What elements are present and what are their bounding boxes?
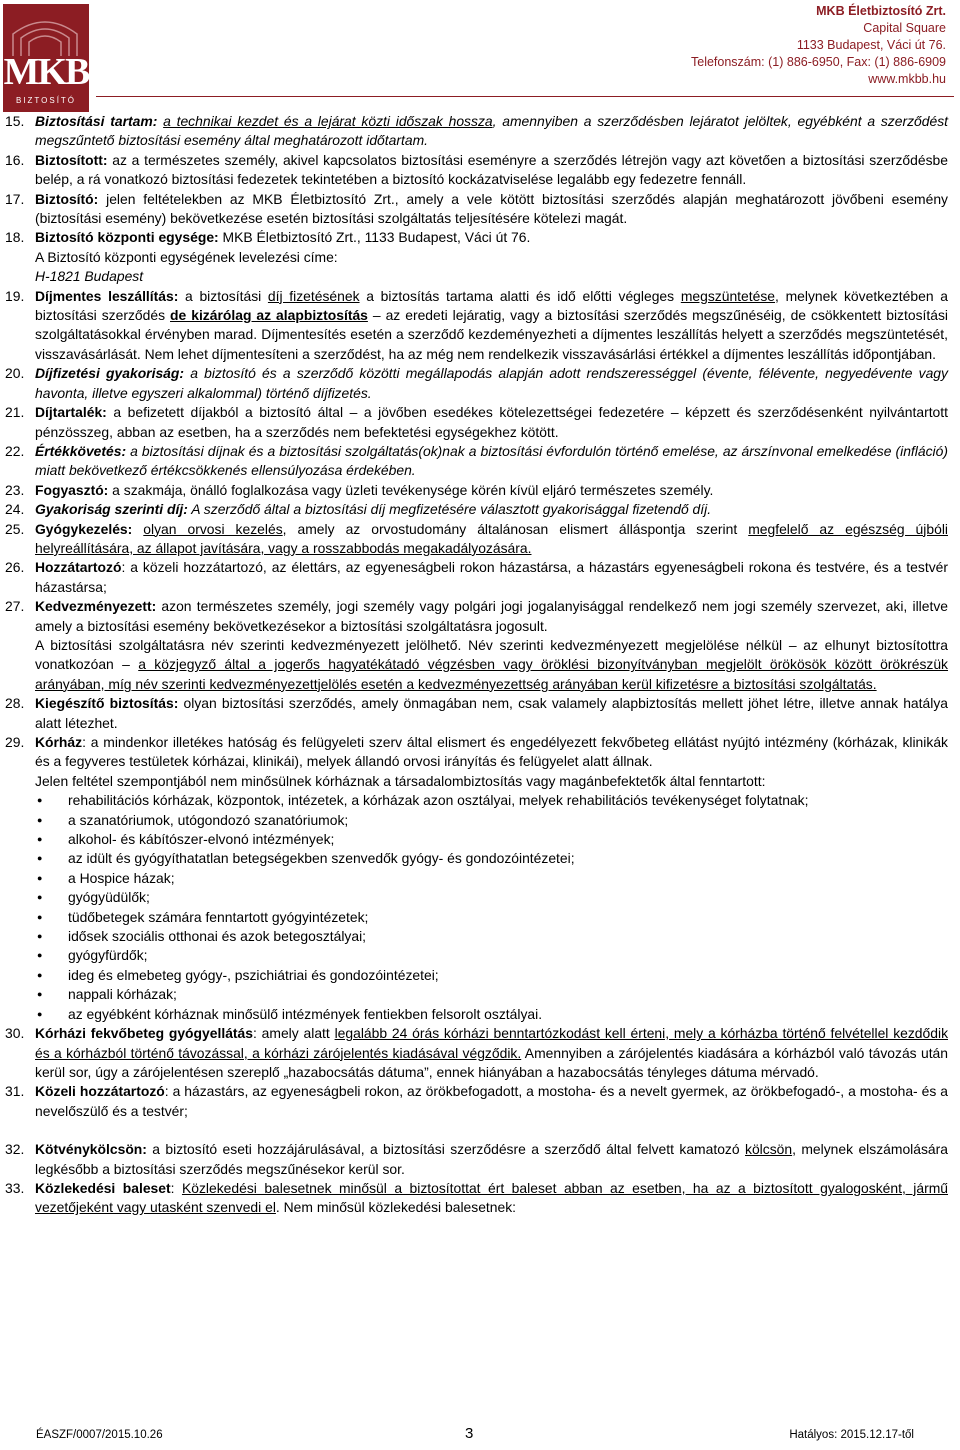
item-paragraph bbox=[35, 151, 948, 190]
list-item: ● gyógyfürdők; bbox=[35, 946, 948, 965]
definition-text: A szerződő által a biztosítási díj megfizetésére választott gyakorisággal fizetendő díj. bbox=[187, 501, 712, 518]
exclusion-list bbox=[35, 791, 948, 1024]
term-text: Biztosító központi egysége: bbox=[35, 229, 219, 246]
item-number: 23. bbox=[5, 481, 25, 498]
definition-item bbox=[0, 1179, 960, 1218]
contact-block bbox=[691, 3, 946, 88]
term-text: Gyakoriság szerinti díj: bbox=[35, 501, 188, 518]
item-paragraph bbox=[35, 287, 948, 365]
page-footer bbox=[0, 1425, 960, 1447]
item-number: 24. bbox=[5, 501, 25, 518]
term-text: Hozzátartozó bbox=[35, 559, 122, 576]
definition-item bbox=[0, 228, 960, 286]
term-text: Díjmentes leszállítás: bbox=[35, 287, 179, 304]
definition-text: MKB Életbiztosító Zrt. bbox=[218, 229, 357, 246]
item-number: 17. bbox=[5, 190, 25, 207]
definition-text: a biztosító eseti hozzájárulásával, a biztosítási szerződésre a szerződő által felvett kamatozó bbox=[146, 1141, 745, 1158]
definition-text: Amennyiben a zárójelentés kiadására a kórházból való távozás után kerül sor, úgy a zárójelentésen szereplő „hazabocsátás dátuma”, ennek hiányában a hazabocsátás tényleges dátuma mérvadó. bbox=[35, 1044, 948, 1080]
item-number: 27. bbox=[5, 598, 25, 615]
header-divider bbox=[96, 96, 954, 97]
definition-item bbox=[0, 151, 960, 190]
definition-item bbox=[0, 481, 960, 500]
term-text: Kórház bbox=[35, 734, 83, 750]
definition-item bbox=[0, 364, 960, 403]
definition-text: a biztosítási bbox=[178, 287, 268, 304]
definition-text: megfelelő az egészség újbóli helyreállítására, az állapot javítására, vagy a rosszabbodás megakadályozására. bbox=[35, 520, 948, 556]
item-number: 28. bbox=[5, 695, 25, 712]
item-paragraph bbox=[35, 558, 948, 597]
definition-text: – az eredeti lejáratig, vagy a biztosítási szerződés megszűnéséig, de csökkentett biztosítási szolgáltatásokkal érvényben marad. Díjmentesítés esetén a szerződő kezdeményezheti a díjmentes leszállítás helyett a szerződés megszüntetését, visszavásárlását. Nem lehet díjmentesíteni a szerződést, ha az még nem rendelkezik visszavásárlási értékkel a díjmentes leszállítás időpontjában. bbox=[35, 307, 948, 362]
list-item: ● nappali kórházak; bbox=[35, 985, 948, 1004]
definition-text: a technikai kezdet és a lejárat közti időszak hossza bbox=[163, 113, 493, 129]
definition-text: kölcsön bbox=[745, 1141, 793, 1158]
definition-item bbox=[0, 520, 960, 559]
item-number: 22. bbox=[5, 442, 25, 459]
item-paragraph bbox=[35, 597, 948, 636]
definition-item bbox=[0, 1024, 960, 1082]
page-number: 3 bbox=[465, 1425, 474, 1442]
definition-text: olyan orvosi kezelés bbox=[143, 520, 283, 537]
definition-text: a befizetett díjakból a biztosító által – a jövőben esedékes kötelezettségei fedezetére – képzett és szerződésenként nyilvántartott pénzösszeg, abban az esetben, ha a szerződés nem befektetési egységekhez kötött. bbox=[35, 404, 948, 440]
definition-text: a szakmája, önálló foglalkozása vagy üzleti tevékenysége körén kívül eljáró természetes személy. bbox=[108, 481, 714, 498]
definition-item bbox=[0, 112, 960, 151]
definition-text: A biztosítási szolgáltatásra név szerinti kedvezményezett jelölhető. Név szerinti kedvezményezett megjelölése nélkül – az elhunyt biztosítottra vonatkozóan – bbox=[35, 636, 948, 673]
definition-text: A Biztosító központi egységének levelezési címe: bbox=[35, 248, 338, 265]
definition-item bbox=[0, 442, 960, 481]
definition-text: a biztosítás tartama alatti és idő előtti végleges bbox=[359, 287, 681, 304]
item-paragraph bbox=[35, 1179, 948, 1218]
item-paragraph bbox=[35, 267, 948, 286]
term-text: Biztosítási tartam: bbox=[35, 113, 158, 129]
definition-text: a közjegyző által a jogerős hagyatékátadó végzésben vagy öröklési bizonyítványban megjelölt örökösök között örökrészük arányában, míg név szerinti kedvezményezettjelölés esetén a kedvezményezettség arányában kerül kifizetésre a biztosítási szolgáltatás. bbox=[35, 656, 949, 692]
definition-text: : amely alatt bbox=[253, 1025, 335, 1042]
item-paragraph bbox=[35, 1024, 948, 1082]
item-paragraph bbox=[35, 112, 948, 151]
definition-item bbox=[0, 558, 960, 597]
item-paragraph bbox=[35, 772, 948, 791]
item-number: 32. bbox=[5, 1141, 25, 1158]
definition-item bbox=[0, 190, 960, 229]
term-text: Kedvezményezett: bbox=[35, 598, 157, 615]
term-text: Kötvénykölcsön: bbox=[35, 1141, 147, 1158]
item-paragraph bbox=[35, 1082, 948, 1121]
definition-item bbox=[0, 403, 960, 442]
item-number: 16. bbox=[5, 151, 25, 168]
term-text: Kiegészítő biztosítás: bbox=[35, 695, 179, 712]
item-paragraph bbox=[35, 228, 948, 247]
item-number: 26. bbox=[5, 559, 25, 576]
definition-text: olyan biztosítási szerződés, amely önmagában nem, csak valamely alapbiztosítás mellett jöhet létre, illetve annak hatálya alatt létezhet. bbox=[35, 695, 948, 731]
list-item: ● alkohol- és kábítószer-elvonó intézmények; bbox=[35, 830, 948, 849]
definition-text: azon természetes személy, jogi személy vagy polgári jogi jogalanyisággal rendelkező nem jogi személy szervezet, aki, illetve amely a biztosítási esemény bekövetkezésekor a biztosítási szolgáltatásra jogosult. bbox=[35, 598, 948, 634]
list-item: ● az egyébként kórháznak minősülő intézmények fentiekben felsorolt osztályai. bbox=[35, 1005, 948, 1024]
definition-text: legalább 24 órás kórházi benntartózkodást kell érteni, mely a kórházba történő felvétellel kezdődik és a kórházból történő távozással, a kórházi zárójelentés kiadásával végződik. bbox=[35, 1025, 949, 1061]
list-item: ● az idült és gyógyíthatatlan betegségekben szenvedők gyógy- és gondozóintézetei; bbox=[35, 849, 948, 868]
list-item: ● idősek szociális otthonai és azok betegosztályai; bbox=[35, 927, 948, 946]
item-number: 20. bbox=[5, 365, 25, 382]
term-text: Kórházi fekvőbeteg gyógyellátás bbox=[35, 1025, 254, 1042]
page-header bbox=[0, 0, 960, 120]
definition-text: , amely az orvostudomány általánosan elismert álláspontja szerint bbox=[282, 520, 749, 537]
list-item: ● gyógyüdülők; bbox=[35, 888, 948, 907]
item-paragraph bbox=[35, 694, 948, 733]
item-paragraph bbox=[35, 481, 948, 500]
definition-text: díj fizetésének bbox=[267, 287, 360, 304]
website-link[interactable]: www.mkbb.hu bbox=[868, 72, 946, 86]
list-item: ● rehabilitációs kórházak, központok, intézetek, a kórházak azon osztályai, melyek rehabilitációs tevékenységet folytatnak; bbox=[35, 791, 948, 810]
item-paragraph bbox=[35, 248, 948, 267]
logo-subtitle: BIZTOSÍTÓ bbox=[15, 96, 77, 105]
definition-text: megszüntetése bbox=[680, 287, 776, 304]
item-number: 29. bbox=[5, 734, 25, 750]
definition-text: : a közeli hozzátartozó, az élettárs, az egyeneságbeli rokon házastársa, a házastárs egyeneságbeli rokona és testvére, és a testvér házastársa; bbox=[35, 559, 948, 595]
item-paragraph bbox=[35, 442, 948, 481]
spacer bbox=[0, 1121, 960, 1140]
definition-item bbox=[0, 694, 960, 733]
definition-item bbox=[0, 500, 960, 519]
definition-text bbox=[132, 521, 143, 537]
definition-text: az a természetes személy, akivel kapcsolatos biztosítási eseményre a szerződés létrejön vagy azt követően a biztosítási szerződésbe belép, a rá vonatkozó biztosítási fedezetek tekintetében a biztosító kockázatviselése legalább egy fedezetre fennáll. bbox=[35, 151, 948, 188]
item-number: 21. bbox=[5, 404, 25, 421]
phone-fax: Telefonszám: (1) 886-6950, Fax: (1) 886-6909 bbox=[691, 55, 946, 69]
term-text: Gyógykezelés: bbox=[35, 520, 133, 537]
list-item: ● a szanatóriumok, utógondozó szanatóriumok; bbox=[35, 811, 948, 830]
effective-date: Hatályos: 2015.12.17-től bbox=[789, 1429, 914, 1441]
term-text: Díjfizetési gyakoriság: bbox=[35, 365, 185, 382]
item-paragraph bbox=[35, 190, 948, 229]
term-text: Közlekedési baleset bbox=[35, 1179, 171, 1196]
definition-item bbox=[0, 287, 960, 365]
term-text: de kizárólag az alapbiztosítás bbox=[170, 307, 368, 324]
term-text: Biztosított: bbox=[35, 151, 108, 168]
item-paragraph bbox=[35, 403, 948, 442]
item-number: 19. bbox=[5, 287, 25, 304]
item-number: 30. bbox=[5, 1025, 25, 1042]
definition-text: a biztosítási díjnak és a biztosítási szolgáltatás(ok)nak a biztosítási évfordulón történő emelése, az árszínvonal emelkedése (infláció) miatt bekövetkező értékcsökkenés ellensúlyozása érdekében. bbox=[35, 442, 948, 479]
definition-text: : a házastárs, az egyeneságbeli rokon, az örökbefogadott, a mostoha- és a nevelt gyermek, az örökbefogadó-, a mostoha- és a nevelőszülő és a testvér; bbox=[35, 1083, 948, 1119]
definition-text: jelen feltételekben az MKB Életbiztosító Zrt. bbox=[98, 190, 395, 207]
definition-text: H-1821 Budapest bbox=[35, 268, 144, 285]
definition-text: , melynek elszámolására legkésőbb a biztosítási szerződés megszűnésekor kerül sor. bbox=[35, 1141, 949, 1177]
definition-item bbox=[0, 1082, 960, 1121]
term-text: Biztosító: bbox=[35, 190, 99, 207]
term-text: Díjtartalék: bbox=[35, 404, 107, 421]
item-paragraph bbox=[35, 733, 948, 772]
definition-text: , 1133 Budapest, Váci út 76. bbox=[356, 229, 531, 246]
company-logo bbox=[3, 4, 89, 112]
item-number: 31. bbox=[5, 1083, 25, 1100]
company-address: 1133 Budapest, Váci út 76. bbox=[796, 38, 946, 52]
item-number: 15. bbox=[5, 113, 25, 129]
document-code: ÉASZF/0007/2015.10.26 bbox=[36, 1429, 163, 1441]
item-number: 18. bbox=[5, 229, 25, 246]
company-name: MKB Életbiztosító Zrt. bbox=[816, 4, 946, 18]
item-paragraph bbox=[35, 520, 948, 559]
item-number: 25. bbox=[5, 520, 25, 537]
term-text: Értékkövetés: bbox=[35, 442, 127, 459]
item-paragraph bbox=[35, 1140, 948, 1179]
list-item: ● ideg és elmebeteg gyógy-, pszichiátriai és gondozóintézetei; bbox=[35, 966, 948, 985]
definition-text: , amennyiben a szerződésben lejáratot jelöltek, egyébként a szerződést megszűntető biztosítási esemény által meghatározott időtartam. bbox=[35, 113, 949, 149]
definition-text: : bbox=[170, 1179, 182, 1196]
logo-text: MKB bbox=[3, 51, 89, 93]
term-text: Közeli hozzátartozó bbox=[35, 1083, 165, 1100]
definition-text: a biztosító és a szerződő közötti megállapodás alapján adott rendszerességgel (évente, félévente, negyedévente vagy havonta, illetve egyszeri alkalommal) történő díjfizetés. bbox=[35, 365, 948, 401]
definition-text: , melynek következtében a biztosítási szerződés bbox=[35, 287, 948, 324]
list-item: ● tüdőbetegek számára fenntartott gyógyintézetek; bbox=[35, 908, 948, 927]
building-name: Capital Square bbox=[863, 21, 946, 35]
definition-item bbox=[0, 597, 960, 694]
definition-text: Közlekedési balesetnek minősül a biztosítottat ért baleset abban az esetben, ha az a biztosított gyalogosként, jármű vezetőjeként vagy utasként szenvedi el bbox=[35, 1179, 949, 1216]
definition-text: : a mindenkor illetékes hatóság és felügyeleti szerv által elismert és engedélyezett fekvőbeteg ellátást nyújtó intézmény (kórházak, klinikák és a fegyveres testületek kórházai, klinikái), melyek állandó orvosi irányítás és felügyelet alatt állnak. bbox=[35, 734, 948, 770]
item-paragraph bbox=[35, 500, 948, 519]
list-item: ● a Hospice házak; bbox=[35, 869, 948, 888]
definitions-list bbox=[0, 112, 960, 1218]
definition-text: Jelen feltétel szempontjából nem minősülnek kórháznak a társadalombiztosítás vagy magánbefektetők által fenntartott: bbox=[35, 772, 766, 789]
item-paragraph bbox=[35, 636, 948, 694]
definition-item bbox=[0, 1140, 960, 1179]
item-paragraph bbox=[35, 364, 948, 403]
definition-text: . Nem minősül közlekedési balesetnek: bbox=[275, 1199, 517, 1216]
definition-text: , amely a vele kötött biztosítási szerződés alapján meghatározott jövőbeni esemény (biztosítási esemény) bekövetkezése esetén biztosítási szolgáltatás teljesítésére kötelezi magát. bbox=[35, 190, 948, 227]
term-text: Fogyasztó: bbox=[35, 481, 109, 498]
definition-item bbox=[0, 733, 960, 1024]
item-number: 33. bbox=[5, 1179, 25, 1196]
